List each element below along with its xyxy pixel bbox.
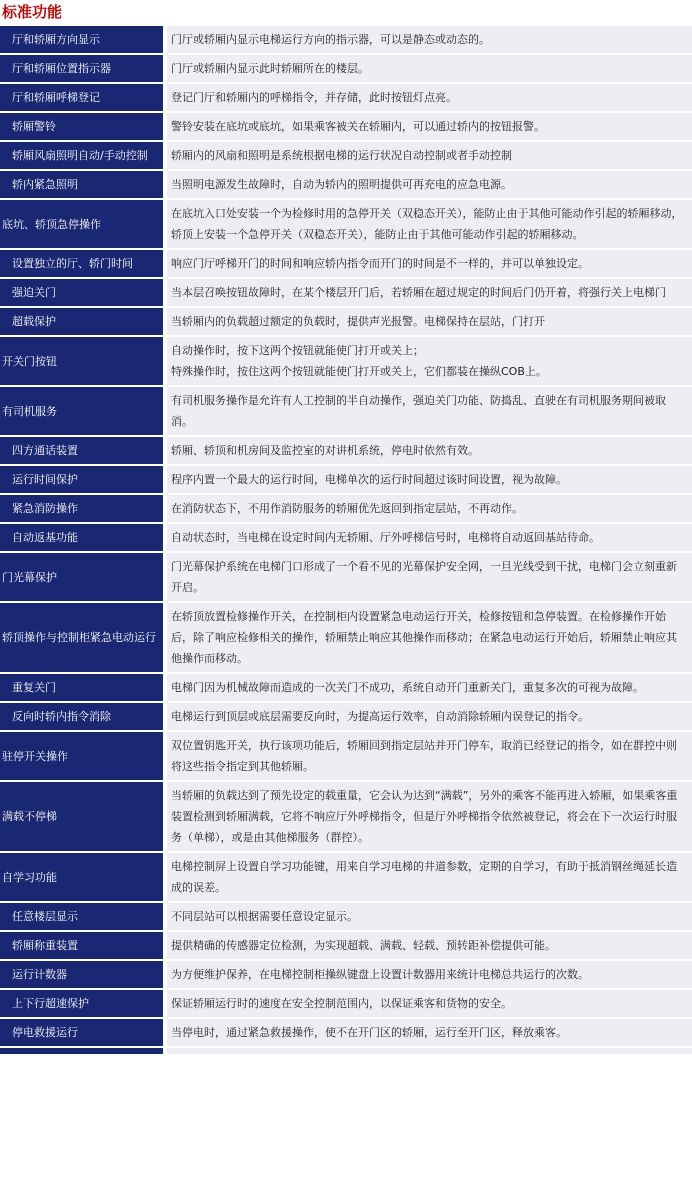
feature-row: [0, 703, 692, 730]
feature-row: [0, 308, 692, 335]
feature-description: 门厅或轿厢内显示此时轿厢所在的楼层。: [167, 55, 692, 82]
feature-description: 程序内置一个最大的运行时间，电梯单次的运行时间超过该时间设置，视为故障。: [167, 466, 692, 493]
feature-name: 轿厢警铃: [0, 113, 163, 140]
feature-name: 厅和轿厢位置指示器: [0, 55, 163, 82]
feature-row: [0, 495, 692, 522]
feature-description: 在消防状态下，不用作消防服务的轿厢优先返回到指定层站，不再动作。: [167, 495, 692, 522]
feature-name: 运行计数器: [0, 961, 163, 988]
feature-row: [0, 932, 692, 959]
feature-name: 开关门按钮: [0, 337, 163, 385]
feature-name: 轿顶操作与控制柜紧急电动运行: [0, 603, 163, 672]
feature-row: [0, 55, 692, 82]
feature-description: 提供精确的传感器定位检测，为实现超载、满载、轻载、预转距补偿提供可能。: [167, 932, 692, 959]
feature-name: 满载不停梯: [0, 782, 163, 851]
feature-name: 有司机服务: [0, 387, 163, 435]
feature-name: 自动返基功能: [0, 524, 163, 551]
feature-description: 当本层召唤按钮故障时，在某个楼层开门后，若轿厢在超过规定的时间后门仍开着，将强行关上电梯门: [167, 279, 692, 306]
feature-row: [0, 466, 692, 493]
feature-description: 在轿顶放置检修操作开关，在控制柜内设置紧急电动运行开关，检修按钮和急停装置。在检修操作开始后，除了响应检修相关的操作，轿厢禁止响应其他操作而移动；在紧急电动运行开始后，轿厢禁止响应其他操作而移动。: [167, 603, 692, 672]
feature-name: 上下行超速保护: [0, 990, 163, 1017]
feature-name: 设置独立的厅、轿门时间: [0, 250, 163, 277]
feature-description: 响应门厅呼梯开门的时间和响应轿内指令而开门的时间是不一样的，并可以单独设定。: [167, 250, 692, 277]
feature-description: 门光幕保护系统在电梯门口形成了一个看不见的光幕保护安全网，一旦光线受到干扰，电梯门会立刻重新开启。: [167, 553, 692, 601]
feature-description: 门厅或轿厢内显示电梯运行方向的指示器，可以是静态或动态的。: [167, 26, 692, 53]
feature-name: 轿厢风扇照明自动/手动控制: [0, 142, 163, 169]
feature-row: [0, 142, 692, 169]
feature-row: [0, 524, 692, 551]
feature-name: 强迫关门: [0, 279, 163, 306]
feature-row: [0, 1048, 692, 1054]
feature-name: [0, 1048, 163, 1054]
feature-description: [167, 1048, 692, 1054]
feature-name: 驻停开关操作: [0, 732, 163, 780]
feature-name: 反向时轿内指令消除: [0, 703, 163, 730]
feature-row: [0, 853, 692, 901]
feature-row: [0, 674, 692, 701]
feature-description: 自动状态时，当电梯在设定时间内无轿厢、厅外呼梯信号时，电梯将自动返回基站待命。: [167, 524, 692, 551]
section-title: 标准功能: [0, 0, 692, 26]
feature-description: 保证轿厢运行时的速度在安全控制范围内，以保证乘客和货物的安全。: [167, 990, 692, 1017]
feature-row: [0, 961, 692, 988]
feature-description: 电梯运行到顶层或底层需要反向时，为提高运行效率，自动消除轿厢内误登记的指令。: [167, 703, 692, 730]
feature-row: [0, 200, 692, 248]
feature-name: 门光幕保护: [0, 553, 163, 601]
feature-description: 当轿厢内的负载超过额定的负载时，提供声光报警。电梯保持在层站，门打开: [167, 308, 692, 335]
feature-description: 不同层站可以根据需要任意设定显示。: [167, 903, 692, 930]
feature-description: 登记门厅和轿厢内的呼梯指令，并存储，此时按钮灯点亮。: [167, 84, 692, 111]
feature-row: [0, 732, 692, 780]
feature-name: 底坑、轿顶急停操作: [0, 200, 163, 248]
feature-row: [0, 990, 692, 1017]
feature-row: [0, 387, 692, 435]
feature-name: 四方通话装置: [0, 437, 163, 464]
feature-description: 当照明电源发生故障时，自动为轿内的照明提供可再充电的应急电源。: [167, 171, 692, 198]
feature-description: 有司机服务操作是允许有人工控制的半自动操作，强迫关门功能、防捣乱、直驶在有司机服务期间被取消。: [167, 387, 692, 435]
feature-row: [0, 279, 692, 306]
feature-name: 紧急消防操作: [0, 495, 163, 522]
feature-description: 电梯门因为机械故障而造成的一次关门不成功，系统自动开门重新关门，重复多次的可视为故障。: [167, 674, 692, 701]
feature-row: [0, 603, 692, 672]
feature-name: 轿内紧急照明: [0, 171, 163, 198]
feature-description: 当轿厢的负载达到了预先设定的载重量，它会认为达到“满载”，另外的乘客不能再进入轿厢，如果乘客重装置检测到轿厢满载，它将不响应厅外呼梯指令，但是厅外呼梯指令依然被登记，将会在下一次运行时服务（单梯），或是由其他梯服务（群控）。: [167, 782, 692, 851]
feature-name: 重复关门: [0, 674, 163, 701]
feature-description: 轿厢、轿顶和机房间及监控室的对讲机系统，停电时依然有效。: [167, 437, 692, 464]
feature-row: [0, 437, 692, 464]
feature-row: [0, 84, 692, 111]
feature-description: 轿厢内的风扇和照明是系统根据电梯的运行状况自动控制或者手动控制: [167, 142, 692, 169]
feature-description: 为方便维护保养，在电梯控制柜操纵键盘上设置计数器用来统计电梯总共运行的次数。: [167, 961, 692, 988]
feature-name: 自学习功能: [0, 853, 163, 901]
feature-row: [0, 337, 692, 385]
feature-description: 警铃安装在底坑或底坑，如果乘客被关在轿厢内，可以通过轿内的按钮报警。: [167, 113, 692, 140]
feature-row: [0, 903, 692, 930]
feature-table-body: [0, 26, 692, 1054]
feature-row: [0, 171, 692, 198]
feature-name: 任意楼层显示: [0, 903, 163, 930]
feature-name: 厅和轿厢方向显示: [0, 26, 163, 53]
feature-row: [0, 250, 692, 277]
feature-row: [0, 782, 692, 851]
feature-row: [0, 26, 692, 53]
feature-description: 当停电时，通过紧急救援操作，使不在开门区的轿厢，运行至开门区，释放乘客。: [167, 1019, 692, 1046]
feature-name: 超载保护: [0, 308, 163, 335]
feature-name: 停电救援运行: [0, 1019, 163, 1046]
feature-row: [0, 1019, 692, 1046]
feature-name: 厅和轿厢呼梯登记: [0, 84, 163, 111]
feature-description: 自动操作时，按下这两个按钮就能使门打开或关上； 特殊操作时，按住这两个按钮就能使门打开或关上，它们都装在操纵COB上。: [167, 337, 692, 385]
feature-description: 电梯控制屏上设置自学习功能键，用来自学习电梯的井道参数，定期的自学习，有助于抵消钢丝绳延长造成的误差。: [167, 853, 692, 901]
feature-row: [0, 113, 692, 140]
feature-table: [0, 24, 692, 1056]
feature-name: 运行时间保护: [0, 466, 163, 493]
feature-name: 轿厢称重装置: [0, 932, 163, 959]
feature-description: 在底坑入口处安装一个为检修时用的急停开关（双稳态开关），能防止由于其他可能动作引起的轿厢移动，轿顶上安装一个急停开关（双稳态开关），能防止由于其他可能动作引起的轿厢移动。: [167, 200, 692, 248]
feature-row: [0, 553, 692, 601]
feature-description: 双位置钥匙开关，执行该项功能后，轿厢回到指定层站并开门停车，取消已经登记的指令，如在群控中则将这些指令指定到其他轿厢。: [167, 732, 692, 780]
